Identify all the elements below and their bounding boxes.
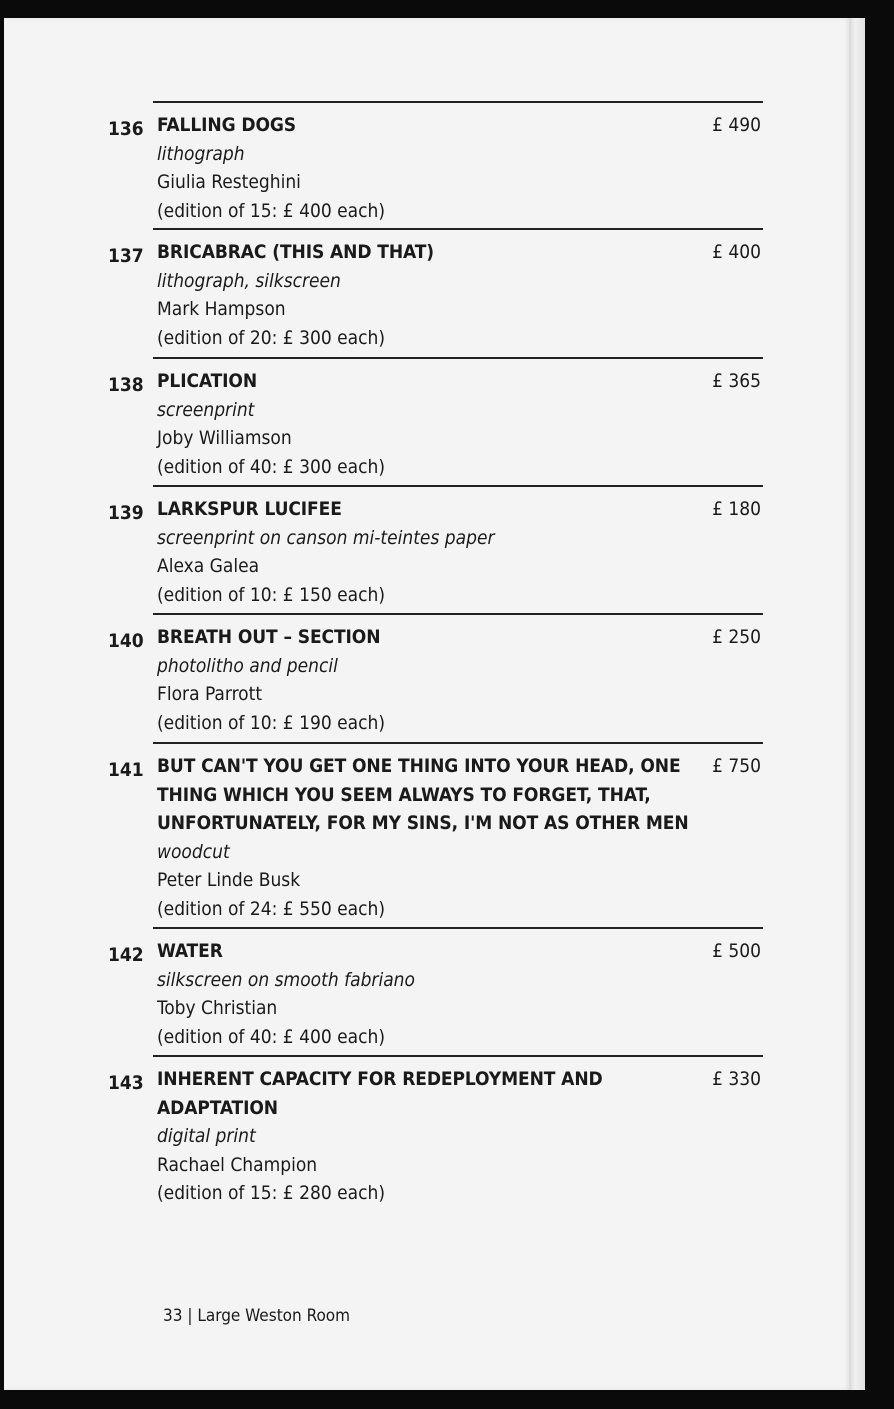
entry-edition: (edition of 10: £ 150 each) (157, 583, 386, 606)
entry-body (157, 623, 702, 737)
entry-number: 136 (108, 118, 144, 140)
divider (153, 485, 763, 487)
entry-title: BUT CAN'T YOU GET ONE THING INTO YOUR HEAD, ONE THING WHICH YOU SEEM ALWAYS TO FORGET, THAT, UNFORTUNATELY, FOR MY SINS, I'M NOT AS OTHER MEN (157, 755, 689, 834)
entry-title: LARKSPUR LUCIFEE (157, 498, 342, 520)
entry-medium: woodcut (157, 840, 230, 863)
entry-number: 138 (108, 374, 144, 396)
entry-price: £ 500 (712, 940, 761, 962)
entry-number: 139 (108, 502, 144, 524)
entry-edition: (edition of 40: £ 400 each) (157, 1025, 386, 1048)
entry-artist: Mark Hampson (157, 298, 286, 320)
entry-price: £ 400 (712, 241, 761, 263)
entry-artist: Toby Christian (157, 997, 278, 1019)
entry-title: BREATH OUT – SECTION (157, 626, 381, 648)
entry-medium: lithograph, silkscreen (157, 269, 341, 292)
divider (153, 613, 763, 615)
divider (153, 228, 763, 230)
entry-artist: Flora Parrott (157, 683, 263, 705)
entry-price: £ 365 (712, 370, 761, 392)
entry-edition: (edition of 15: £ 280 each) (157, 1182, 386, 1204)
entry-medium: lithograph (157, 142, 245, 165)
entry-price: £ 250 (712, 626, 761, 648)
entry-medium: photolitho and pencil (157, 654, 338, 677)
entry-title: BRICABRAC (THIS AND THAT) (157, 241, 434, 263)
entry-body (157, 367, 702, 481)
entry-title: WATER (157, 940, 223, 962)
entry-body (157, 937, 702, 1051)
entry-body (157, 752, 702, 923)
entry-body (157, 495, 702, 609)
entry-medium: screenprint on canson mi-teintes paper (157, 526, 495, 549)
page-edge (849, 18, 865, 1390)
entry-price: £ 750 (712, 755, 761, 777)
entry-artist: Peter Linde Busk (157, 869, 301, 891)
divider (153, 357, 763, 359)
entry-number: 141 (108, 759, 144, 781)
entry-medium: screenprint (157, 398, 255, 421)
entry-title: INHERENT CAPACITY FOR REDEPLOYMENT AND ADAPTATION (157, 1068, 603, 1119)
entry-edition: (edition of 15: £ 400 each) (157, 199, 386, 222)
divider (153, 1055, 763, 1057)
entry-artist: Alexa Galea (157, 555, 260, 577)
divider (153, 742, 763, 744)
entry-edition: (edition of 20: £ 300 each) (157, 326, 386, 349)
entry-number: 142 (108, 944, 144, 966)
entry-artist: Rachael Champion (157, 1153, 318, 1176)
entry-body (157, 1065, 702, 1208)
entry-edition: (edition of 10: £ 190 each) (157, 711, 386, 734)
entry-medium: digital print (157, 1125, 256, 1147)
entry-price: £ 180 (712, 498, 761, 520)
entry-edition: (edition of 40: £ 300 each) (157, 455, 386, 478)
entry-artist: Joby Williamson (157, 427, 292, 449)
entry-medium: silkscreen on smooth fabriano (157, 968, 415, 991)
entry-body (157, 238, 702, 352)
entry-edition: (edition of 24: £ 550 each) (157, 897, 386, 920)
entry-artist: Giulia Resteghini (157, 171, 301, 193)
entry-number: 137 (108, 245, 144, 267)
entry-price: £ 330 (712, 1068, 761, 1090)
entry-title: PLICATION (157, 370, 258, 392)
entry-price: £ 490 (712, 114, 761, 136)
entry-title: FALLING DOGS (157, 114, 297, 136)
divider (153, 927, 763, 929)
entry-body (157, 111, 702, 225)
entry-number: 143 (108, 1072, 144, 1094)
page-footer: 33 | Large Weston Room (163, 1306, 351, 1326)
divider (153, 101, 763, 103)
entry-number: 140 (108, 630, 144, 652)
